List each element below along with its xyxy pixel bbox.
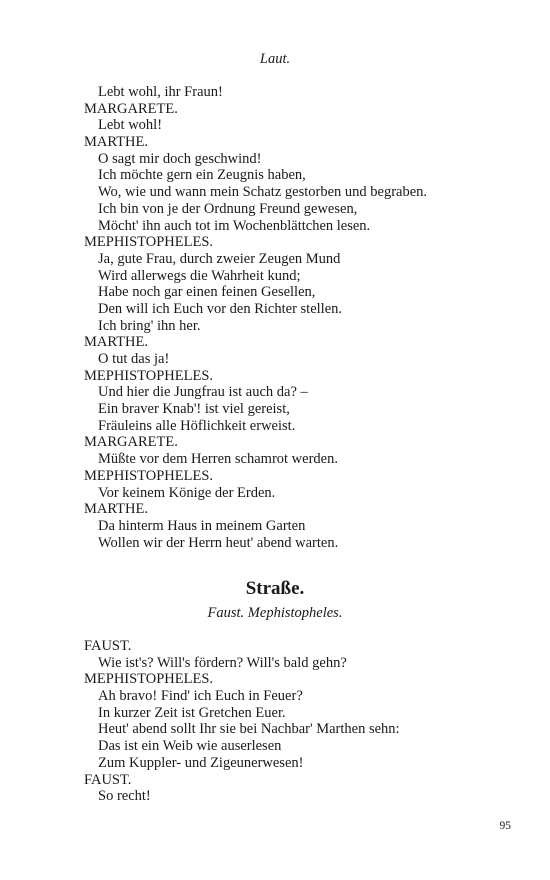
page-number: 95: [499, 820, 511, 832]
dialogue-block-2: [84, 638, 530, 805]
verse-line: Ich möchte gern ein Zeugnis haben,: [98, 167, 306, 184]
verse-line: Ja, gute Frau, durch zweier Zeugen Mund: [98, 250, 341, 267]
verse-line: Wird allerwegs die Wahrheit kund;: [98, 267, 301, 284]
verse-line: Fräuleins alle Höflichkeit erweist.: [98, 417, 296, 434]
verse-line: O sagt mir doch geschwind!: [98, 150, 262, 167]
speaker-name: MEPHISTOPHELES.: [84, 234, 214, 251]
speaker-name: MARGARETE.: [84, 434, 178, 451]
scene-heading: Straße.: [245, 578, 305, 599]
verse-line: Ich bin von je der Ordnung Freund gewesen,: [98, 200, 358, 217]
verse-line: In kurzer Zeit ist Gretchen Euer.: [98, 704, 286, 721]
speaker-name: MARTHE.: [84, 134, 148, 151]
speaker-name: MARTHE.: [84, 334, 148, 351]
verse-line: Lebt wohl!: [98, 117, 163, 134]
speaker-name: MARGARETE.: [84, 100, 178, 117]
verse-line: Heut' abend sollt Ihr sie bei Nachbar' Marthen sehn:: [98, 721, 400, 738]
dialogue-block-1: [84, 84, 530, 551]
verse-line: Da hinterm Haus in meinem Garten: [98, 517, 306, 534]
speaker-name: MEPHISTOPHELES.: [84, 367, 214, 384]
verse-line: Vor keinem Könige der Erden.: [98, 484, 276, 501]
verse-line: Habe noch gar einen feinen Gesellen,: [98, 284, 316, 301]
verse-line: Ein braver Knab'! ist viel gereist,: [98, 401, 290, 418]
verse-line: Und hier die Jungfrau ist auch da? –: [98, 384, 308, 401]
speaker-name: MEPHISTOPHELES.: [84, 467, 214, 484]
speaker-name: FAUST.: [84, 771, 132, 788]
verse-line: Lebt wohl, ihr Fraun!: [98, 84, 223, 100]
verse-line: Müßte vor dem Herren schamrot werden.: [98, 451, 338, 468]
verse-line: Wie ist's? Will's fördern? Will's bald gehn?: [98, 654, 347, 671]
verse-line: Wollen wir der Herrn heut' abend warten.: [98, 534, 339, 551]
verse-line: Möcht' ihn auch tot im Wochenblättchen lesen.: [98, 217, 371, 234]
verse-line: Ah bravo! Find' ich Euch in Feuer?: [98, 688, 303, 705]
verse-line: Das ist ein Weib wie auserlesen: [98, 738, 282, 755]
verse-line: Zum Kuppler- und Zigeunerwesen!: [98, 754, 304, 771]
speaker-name: MARTHE.: [84, 501, 148, 518]
verse-line: Den will ich Euch vor den Richter stellen.: [98, 300, 343, 317]
verse-line: So recht!: [98, 788, 151, 805]
stage-direction-top: Laut.: [259, 51, 291, 67]
stage-direction-characters: Faust. Mephistopheles.: [207, 605, 343, 621]
verse-line: O tut das ja!: [98, 351, 170, 367]
speaker-name: MEPHISTOPHELES.: [84, 671, 214, 688]
verse-line: Wo, wie und wann mein Schatz gestorben und begraben.: [98, 184, 428, 201]
speaker-name: FAUST.: [84, 638, 132, 654]
verse-line: Ich bring' ihn her.: [98, 317, 201, 334]
